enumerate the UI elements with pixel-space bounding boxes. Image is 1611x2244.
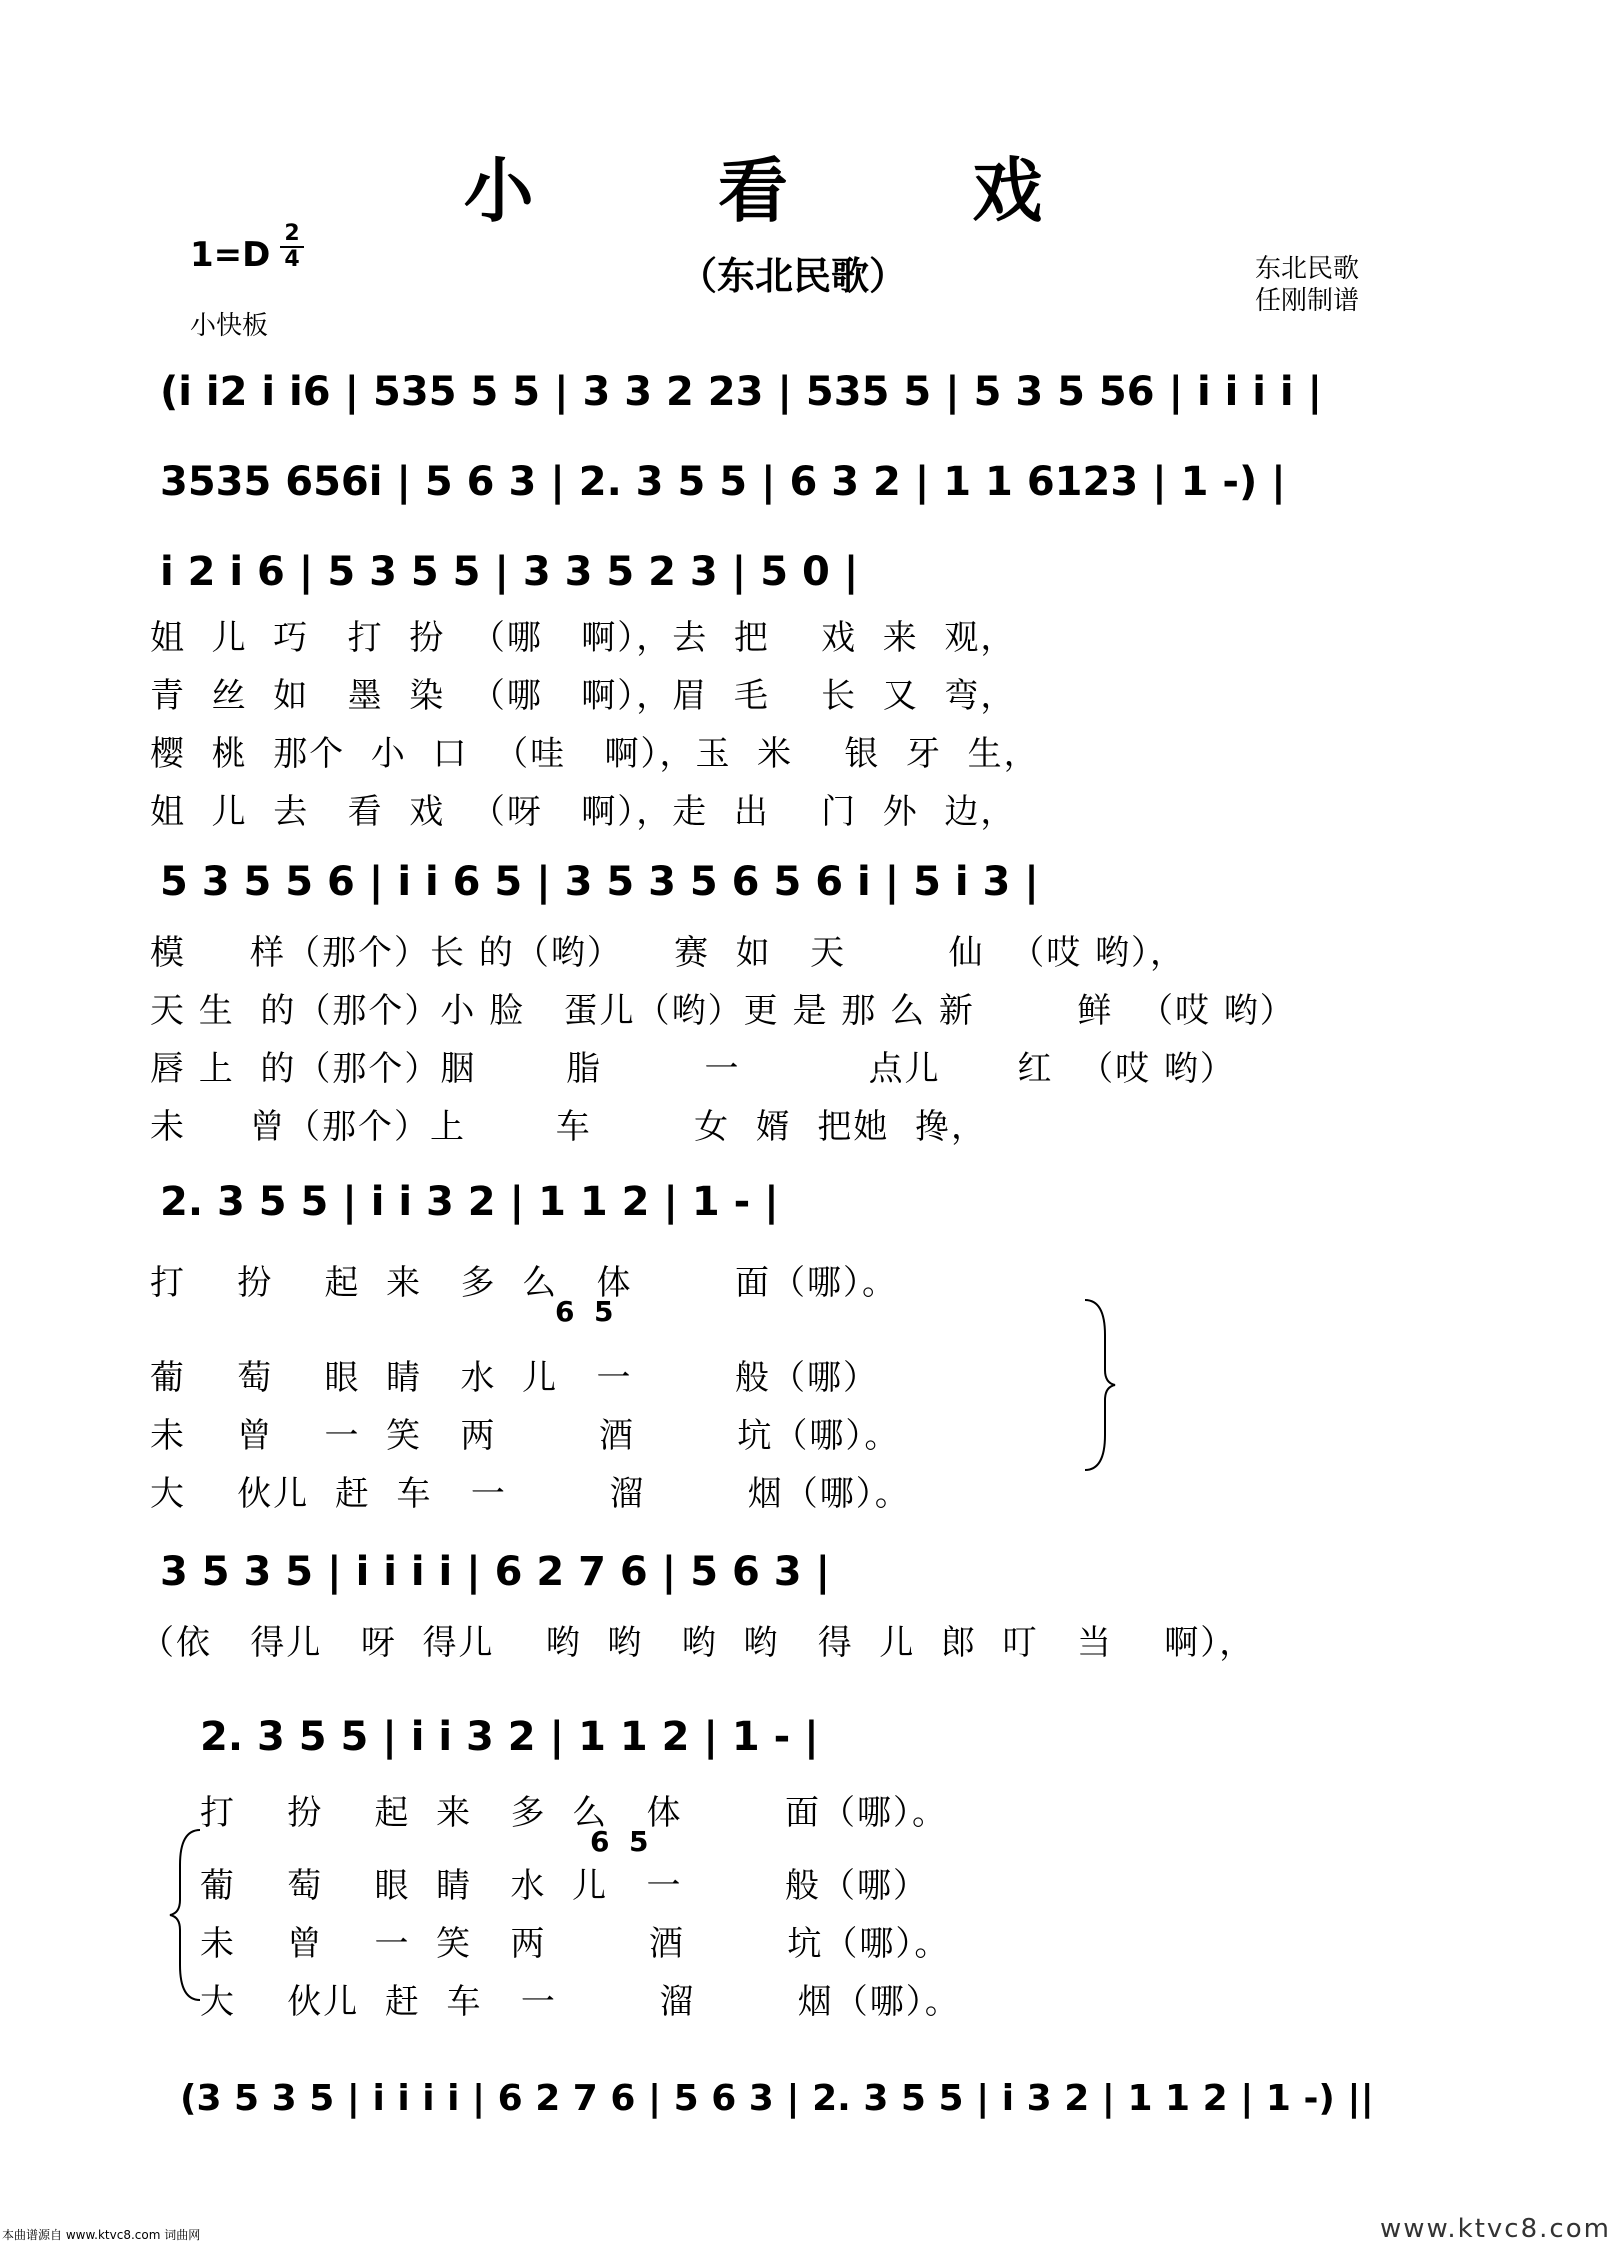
notation-line-3-text: i 2 i 6 | 5 3 5 5 | 3 3 5 2 3 | 5 0 | [160,549,859,595]
footer-source: 本曲谱源自 www.ktvc8.com 词曲网 [2,2228,201,2242]
notation-line-7 [190,1700,1480,1770]
time-sig-top: 2 [284,221,300,246]
notation-line-6 [150,1535,1440,1605]
right-brace [1080,1295,1120,1475]
variant-notes-1: 6 5 [555,1295,614,1328]
time-sig-bottom: 4 [280,246,304,272]
lyric-v5-3: 未 曾 一 笑 两 酒 坑（哪）。 [200,1924,951,1964]
notation-line-4-text: 5 3 5 5 6 | i i 6 5 | 3 5 3 5 6 5 6 i | 5 i 3 | [160,859,1039,905]
credit-arranger: 任刚制谱 [1255,286,1360,316]
lyric-v3-2: 葡 萄 眼 睛 水 儿 一 般（哪） [150,1358,879,1398]
footer-watermark: www.ktvc8.com [1380,2214,1611,2244]
lyric-v5-4: 大 伙儿 赶 车 一 溜 烟（哪）。 [200,1982,961,2022]
subtitle: （东北民歌） [678,254,907,298]
lyric-v1-4: 姐 儿 去 看 戏 （呀 啊），走 出 门 外 边， [150,792,1017,832]
lyric-v1-2: 青 丝 如 墨 染 （哪 啊），眉 毛 长 又 弯， [150,676,1017,716]
notation-line-2 [150,445,1440,515]
notation-line-4 [150,845,1440,915]
lyric-v3-3: 未 曾 一 笑 两 酒 坑（哪）。 [150,1416,901,1456]
notation-line-8-text: (3 5 3 5 | i i i i | 6 2 7 6 | 5 6 3 | 2. 3 5 5 | i 3 2 | 1 1 2 | 1 -) || [180,2078,1374,2119]
lyric-v5-2: 葡 萄 眼 睛 水 儿 一 般（哪） [200,1866,929,1906]
time-signature [280,222,304,272]
credit-origin: 东北民歌 [1255,254,1360,284]
lyric-v2-4: 未 曾（那个）上 车 女 婿 把她 搀， [150,1107,987,1147]
tempo-marking: 小快板 [190,311,269,341]
notation-line-1-text: (i i2 i i6 | 535 5 5 | 3 3 2 23 | 535 5 | 5 3 5 56 | i i i i | [160,369,1323,415]
lyric-v5-1: 打 扮 起 来 多 么 体 面（哪）。 [200,1793,948,1833]
notation-line-7-text: 2. 3 5 5 | i i 3 2 | 1 1 2 | 1 - | [200,1714,819,1760]
notation-line-2-text: 3535 656i | 5 6 3 | 2. 3 5 5 | 6 3 2 | 1 1 6123 | 1 -) | [160,459,1286,505]
lyric-v2-3: 唇 上 的（那个）胭 脂 一 点儿 红 （哎 哟） [150,1049,1236,1089]
left-brace [165,1825,205,2005]
notation-line-8 [170,2060,1460,2130]
variant-notes-2: 6 5 [590,1825,649,1858]
notation-line-5-text: 2. 3 5 5 | i i 3 2 | 1 1 2 | 1 - | [160,1179,779,1225]
lyric-v3-1: 打 扮 起 来 多 么 体 面（哪）。 [150,1263,898,1303]
lyric-refrain: （依 得儿 呀 得儿 哟 哟 哟 哟 得 儿 郎 叮 当 啊）， [140,1623,1256,1663]
notation-line-1 [150,355,1440,425]
lyric-v3-4: 大 伙儿 赶 车 一 溜 烟（哪）。 [150,1474,911,1514]
lyric-v1-3: 樱 桃 那个 小 口 （哇 啊），玉 米 银 牙 生， [150,734,1040,774]
notation-line-6-text: 3 5 3 5 | i i i i | 6 2 7 6 | 5 6 3 | [160,1549,831,1595]
notation-line-3 [150,535,1440,605]
notation-line-5 [150,1165,1440,1235]
key-signature: 1=D [190,235,271,275]
lyric-v1-1: 姐 儿 巧 打 扮 （哪 啊），去 把 戏 来 观， [150,618,1017,658]
page-title: 小 看 戏 [463,150,1123,232]
lyric-v2-1: 模 样（那个）长 的（哟） 赛 如 天 仙 （哎 哟）， [150,933,1186,973]
lyric-v2-2: 天 生 的（那个）小 脸 蛋儿（哟）更 是 那 么 新 鲜 （哎 哟） [150,991,1296,1031]
